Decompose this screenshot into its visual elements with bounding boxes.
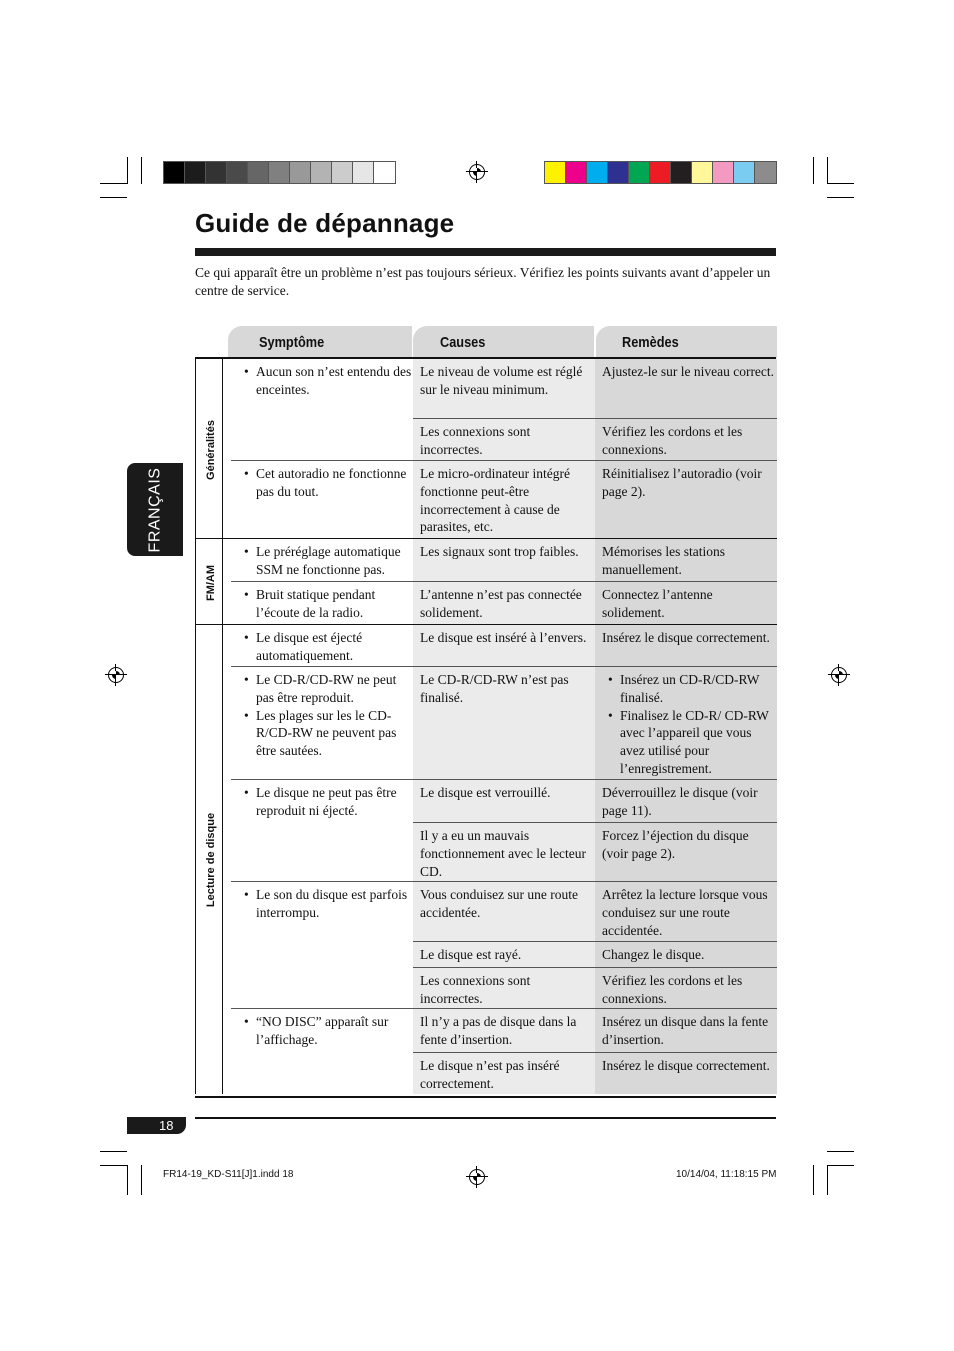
language-label: FRANÇAIS [146, 467, 163, 552]
remedy-cell: Déverrouillez le disque (voir page 11). [595, 780, 777, 822]
cause-cell: Le disque est inséré à l’envers. [413, 625, 595, 666]
remedy-cell: Vérifiez les cordons et les connexions. [595, 419, 777, 460]
color-swatch [332, 162, 353, 183]
cause-cell: Le disque est rayé. [413, 942, 595, 967]
color-swatch [608, 162, 629, 183]
color-swatch [227, 162, 248, 183]
cause-cell: Le CD-R/CD-RW n’est pas finalisé. [413, 667, 595, 779]
symptom-cell: • Bruit statique pendant l’écoute de la radio. [231, 582, 413, 624]
cause-cell: Le disque est verrouillé. [413, 780, 595, 822]
color-swatch [650, 162, 671, 183]
header-remedies: Remèdes [596, 326, 777, 358]
color-swatch [755, 162, 776, 183]
cause-cell: Le micro-ordinateur intégré fonctionne peut-être incorrectement à cause de parasites, etc. [413, 461, 595, 538]
color-swatch [206, 162, 227, 183]
color-swatch [671, 162, 692, 183]
cause-cell: Le niveau de volume est réglé sur le niveau minimum. [413, 359, 595, 418]
color-swatch [566, 162, 587, 183]
language-tab [127, 463, 183, 556]
color-swatch [713, 162, 734, 183]
page-number: 18 [127, 1117, 186, 1134]
color-swatch [248, 162, 269, 183]
symptom-cell: • Le son du disque est parfois interrompu. [231, 882, 413, 1008]
header-symptom: Symptôme [228, 326, 412, 358]
color-swatch [185, 162, 206, 183]
color-swatch [164, 162, 185, 183]
slug-right: 10/14/04, 11:18:15 PM [676, 1169, 777, 1180]
registration-mark-icon [469, 164, 485, 180]
registration-mark-icon [831, 667, 847, 683]
footer-rule [195, 1117, 776, 1119]
remedy-cell: Insérez le disque correctement. [595, 1053, 777, 1094]
symptom-cell: • “NO DISC” apparaît sur l’affichage. [231, 1009, 413, 1094]
color-swatch [374, 162, 395, 183]
color-swatch [692, 162, 713, 183]
cause-cell: Vous conduisez sur une route accidentée. [413, 882, 595, 941]
remedy-cell: • Insérez un CD-R/CD-RW finalisé. • Finalisez le CD-R/ CD-RW avec l’appareil que vous avez utilisé pour l’enregistrement. [595, 667, 777, 779]
remedy-cell: Forcez l’éjection du disque (voir page 2). [595, 823, 777, 881]
cause-cell: Il n’y a pas de disque dans la fente d’insertion. [413, 1009, 595, 1052]
symptom-cell: • Le disque est éjecté automatiquement. [231, 625, 413, 666]
cause-cell: Il y a eu un mauvais fonctionnement avec le lecteur CD. [413, 823, 595, 881]
symptom-cell: • Le préréglage automatique SSM ne fonctionne pas. [231, 539, 413, 581]
color-swatch [629, 162, 650, 183]
symptom-cell: • Aucun son n’est entendu des enceintes. [231, 359, 413, 460]
color-swatch [545, 162, 566, 183]
remedy-cell: Insérez le disque correctement. [595, 625, 777, 666]
remedy-cell: Arrêtez la lecture lorsque vous conduisez sur une route accidentée. [595, 882, 777, 941]
remedy-cell: Vérifiez les cordons et les connexions. [595, 968, 777, 1008]
color-swatch [311, 162, 332, 183]
color-bar [544, 161, 777, 184]
remedy-cell: Réinitialisez l’autoradio (voir page 2). [595, 461, 777, 538]
color-swatch [734, 162, 755, 183]
title-underline [195, 248, 776, 256]
color-swatch [353, 162, 374, 183]
remedy-cell: Changez le disque. [595, 942, 777, 967]
slug-left: FR14-19_KD-S11[J]1.indd 18 [163, 1169, 294, 1180]
remedy-cell: Connectez l’antenne solidement. [595, 582, 777, 624]
remedy-cell: Mémorises les stations manuellement. [595, 539, 777, 581]
grayscale-bar [163, 161, 396, 184]
cause-cell: L’antenne n’est pas connectée solidement. [413, 582, 595, 624]
cause-cell: Les connexions sont incorrectes. [413, 968, 595, 1008]
category-label-disc: Lecture de disque [205, 812, 218, 908]
registration-mark-icon [108, 667, 124, 683]
header-causes: Causes [413, 326, 594, 358]
cause-cell: Les connexions sont incorrectes. [413, 419, 595, 460]
cause-cell: Le disque n’est pas inséré correctement. [413, 1053, 595, 1094]
category-label-fmam: FM/AM [205, 564, 218, 601]
color-swatch [587, 162, 608, 183]
color-swatch [290, 162, 311, 183]
cause-cell: Les signaux sont trop faibles. [413, 539, 595, 581]
registration-mark-icon [469, 1169, 485, 1185]
color-swatch [269, 162, 290, 183]
page-title: Guide de dépannage [195, 208, 455, 238]
symptom-cell: • Cet autoradio ne fonctionne pas du tout. [231, 461, 413, 538]
category-label-general: Généralités [205, 420, 218, 480]
intro-text: Ce qui apparaît être un problème n’est pas toujours sérieux. Vérifiez les points suivants avant d’appeler un centre de service. [195, 265, 771, 298]
symptom-cell: • Le CD-R/CD-RW ne peut pas être reproduit. • Les plages sur les le CD-R/CD-RW ne peuvent pas être sautées. [231, 667, 413, 779]
remedy-cell: Insérez un disque dans la fente d’insertion. [595, 1009, 777, 1052]
symptom-cell: • Le disque ne peut pas être reproduit ni éjecté. [231, 780, 413, 881]
remedy-cell: Ajustez-le sur le niveau correct. [595, 359, 777, 418]
